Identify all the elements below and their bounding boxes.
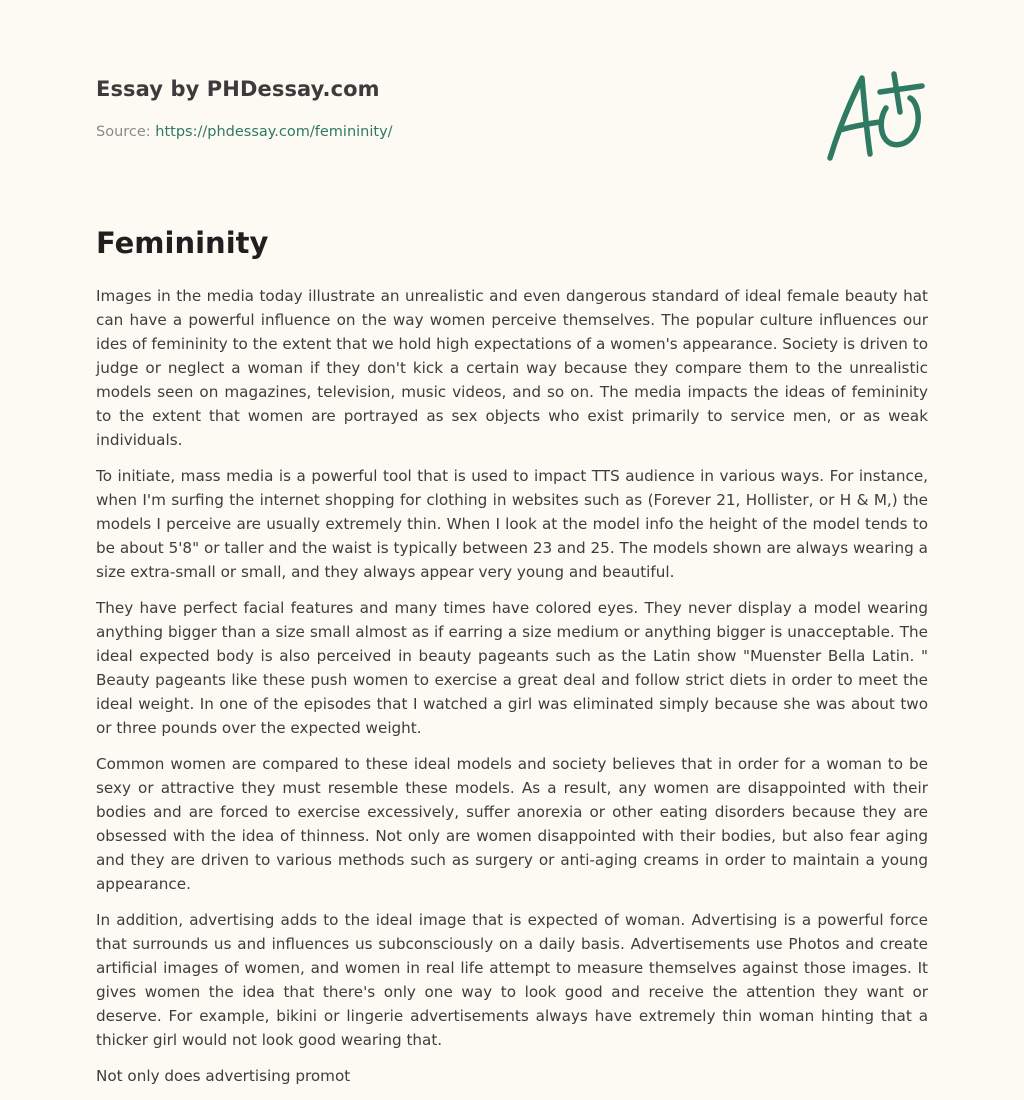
source-line bbox=[96, 124, 393, 140]
source-link[interactable]: https://phdessay.com/femininity/ bbox=[155, 124, 393, 140]
essay-paragraph: To initiate, mass media is a powerful tool that is used to impact TTS audience in various ways. For instance, when I'm surfing the internet shopping for clothing in websites such as (Forever 21, Hollister, or H & M,) the models I perceive are usually extremely thin. When I look at the model info the height of the model tends to be about 5'8" or taller and the waist is typically between 23 and 25. The models shown are always wearing a size extra-small or small, and they always appear very young and beautiful. bbox=[96, 467, 928, 581]
a-plus-logo-icon bbox=[822, 68, 928, 164]
a-plus-logo bbox=[822, 68, 928, 164]
site-title: Essay by PHDessay.com bbox=[96, 77, 380, 101]
essay-paragraph: Images in the media today illustrate an unrealistic and even dangerous standard of ideal female beauty hat can have a powerful influence on the way women perceive themselves. The popular culture influences our ides of femininity to the extent that we hold high expectations of a women's appearance. Society is driven to judge or neglect a woman if they don't kick a certain way because they compare them to the unrealistic models seen on magazines, television, music videos, and so on. The media impacts the ideas of femininity to the extent that women are portrayed as sex objects who exist primarily to service men, or as weak individuals. bbox=[96, 287, 928, 449]
essay-title: Femininity bbox=[96, 226, 269, 260]
essay-paragraph: They have perfect facial features and many times have colored eyes. They never display a model wearing anything bigger than a size small almost as if earring a size medium or anything bigger is unacceptable. The ideal expected body is also perceived in beauty pageants such as the Latin show "Muenster Bella Latin. " Beauty pageants like these push women to exercise a great deal and follow strict diets in order to meet the ideal weight. In one of the episodes that I watched a girl was eliminated simply because she was about two or three pounds over the expected weight. bbox=[96, 599, 928, 737]
source-label: Source: bbox=[96, 124, 151, 140]
essay-paragraph: Not only does advertising promot bbox=[96, 1067, 351, 1085]
essay-paragraph: In addition, advertising adds to the ideal image that is expected of woman. Advertising is a powerful force that surrounds us and influences us subconsciously on a daily basis. Advertisements use Photos and create artificial images of women, and women in real life attempt to measure themselves against those images. It gives women the idea that there's only one way to look good and receive the attention they want or deserve. For example, bikini or lingerie advertisements always have extremely thin woman hinting that a thicker girl would not look good wearing that. bbox=[96, 911, 928, 1049]
essay-paragraph: Common women are compared to these ideal models and society believes that in order for a woman to be sexy or attractive they must resemble these models. As a result, any women are disappointed with their bodies and are forced to exercise excessively, suffer anorexia or other eating disorders because they are obsessed with the idea of thinness. Not only are women disappointed with their bodies, but also fear aging and they are driven to various methods such as surgery or anti-aging creams in order to maintain a young appearance. bbox=[96, 755, 928, 893]
essay-body bbox=[96, 284, 928, 1100]
